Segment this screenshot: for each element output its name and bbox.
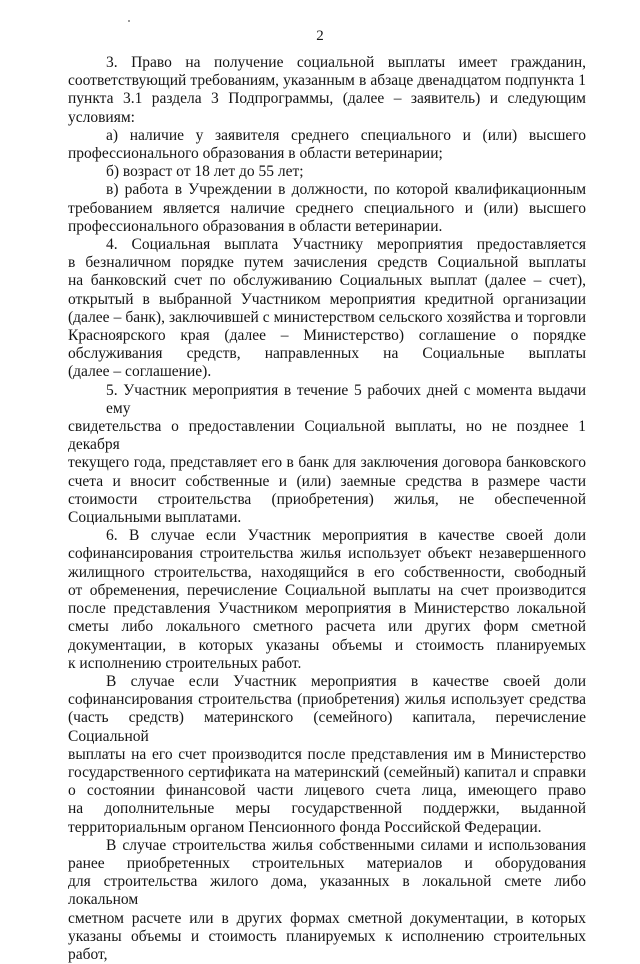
- text-line: софинансирования строительства жилья использует объект незавершенного: [68, 545, 586, 563]
- text-line: пункта 3.1 раздела 3 Подпрограммы, (далее – заявитель) и следующим: [68, 90, 586, 108]
- paragraph-p6: [68, 527, 586, 673]
- text-line: от обременения, перечисление Социальной выплаты на счет производится: [68, 581, 586, 599]
- text-line: на банковский счет по обслуживанию Социальных выплат (далее – счет),: [68, 272, 586, 290]
- text-line: жилищного строительства, находящийся в его собственности, свободный: [68, 563, 586, 581]
- text-line: документации, в которых указаны объемы и стоимость планируемых: [68, 636, 586, 654]
- paragraph-p4: [68, 236, 586, 382]
- paragraph-p5: [68, 382, 586, 528]
- text-line: В случае строительства жилья собственными силами и использования: [106, 836, 586, 854]
- paragraph-p3a: [68, 127, 586, 163]
- text-line: сметном расчете или в других формах сметной документации, в которых: [68, 909, 586, 927]
- text-line: указаны объемы и стоимость планируемых к исполнению строительных работ,: [68, 927, 586, 963]
- text-line: для строительства жилого дома, указанных в локальной смете либо локальном: [68, 873, 586, 909]
- paragraph-p3b: [68, 163, 586, 181]
- text-line: условиям:: [68, 108, 135, 126]
- text-line: 4. Социальная выплата Участнику мероприятия предоставляется: [106, 236, 586, 254]
- text-line: о состоянии финансовой части лицевого счета лица, имеющего право: [68, 782, 586, 800]
- text-line: 3. Право на получение социальной выплаты имеет гражданин,: [106, 54, 586, 71]
- text-line: текущего года, представляет его в банк для заключения договора банковского: [68, 454, 586, 472]
- paragraph-p8: [68, 837, 586, 964]
- text-line: в безналичном порядке путем зачисления средств Социальной выплаты: [68, 254, 586, 272]
- text-line: стоимости строительства (приобретения) жилья, не обеспеченной: [68, 490, 586, 508]
- text-line: 5. Участник мероприятия в течение 5 рабочих дней с момента выдачи ему: [106, 381, 586, 417]
- text-line: б) возраст от 18 лет до 55 лет;: [106, 163, 304, 181]
- text-line: (далее – банк), заключившей с министерством сельского хозяйства и торговли: [68, 308, 586, 326]
- paragraph-p3c: [68, 181, 586, 236]
- text-line: счета и вносит собственные и (или) заемные средства в размере части: [68, 472, 586, 490]
- text-line: требованием является наличие среднего специального и (или) высшего: [68, 199, 586, 217]
- text-line: сметы либо локального сметного расчета или других форм сметной: [68, 618, 586, 636]
- text-line: после представления Участником мероприятия в Министерство локальной: [68, 600, 586, 618]
- text-line: территориальным органом Пенсионного фонда Российской Федерации.: [68, 818, 542, 836]
- text-line: 6. В случае если Участник мероприятия в качестве своей доли: [106, 527, 586, 545]
- text-line: софинансирования строительства (приобретения) жилья использует средства: [68, 691, 586, 709]
- text-line: ранее приобретенных строительных материалов и оборудования: [68, 854, 586, 872]
- text-line: свидетельства о предоставлении Социальной выплаты, но не позднее 1 декабря: [68, 418, 586, 454]
- text-line: открытый в выбранной Участником мероприятия кредитной организации: [68, 290, 586, 308]
- text-line: (далее – соглашение).: [68, 363, 212, 381]
- text-line: профессионального образования в области ветеринарии.: [68, 217, 443, 235]
- text-line: на дополнительные меры государственной поддержки, выданной: [68, 800, 586, 818]
- text-line: (часть средств) материнского (семейного) капитала, перечисление Социальной: [68, 709, 586, 745]
- text-line: выплаты на его счет производится после представления им в Министерство: [68, 745, 586, 763]
- text-line: В случае если Участник мероприятия в качестве своей доли: [106, 672, 586, 690]
- text-line: обслуживания средств, направленных на Социальные выплаты: [68, 345, 586, 363]
- text-line: Красноярского края (далее – Министерство) соглашение о порядке: [68, 327, 586, 345]
- text-line: а) наличие у заявителя среднего специального и (или) высшего: [106, 126, 586, 144]
- paragraph-p3: [68, 54, 586, 127]
- text-line: профессионального образования в области ветеринарии;: [68, 145, 443, 163]
- text-line: государственного сертификата на материнский (семейный) капитал и справки: [68, 763, 586, 781]
- scan-speck: [128, 20, 130, 22]
- document-body: [68, 54, 586, 964]
- text-line: Социальными выплатами.: [68, 509, 242, 527]
- page-number: 2: [316, 28, 324, 44]
- text-line: в) работа в Учреждении в должности, по которой квалификационным: [106, 181, 586, 199]
- text-line: к исполнению строительных работ.: [68, 654, 302, 672]
- paragraph-p7: [68, 673, 586, 837]
- text-line: соответствующий требованиям, указанным в абзаце двенадцатом подпункта 1: [68, 72, 586, 90]
